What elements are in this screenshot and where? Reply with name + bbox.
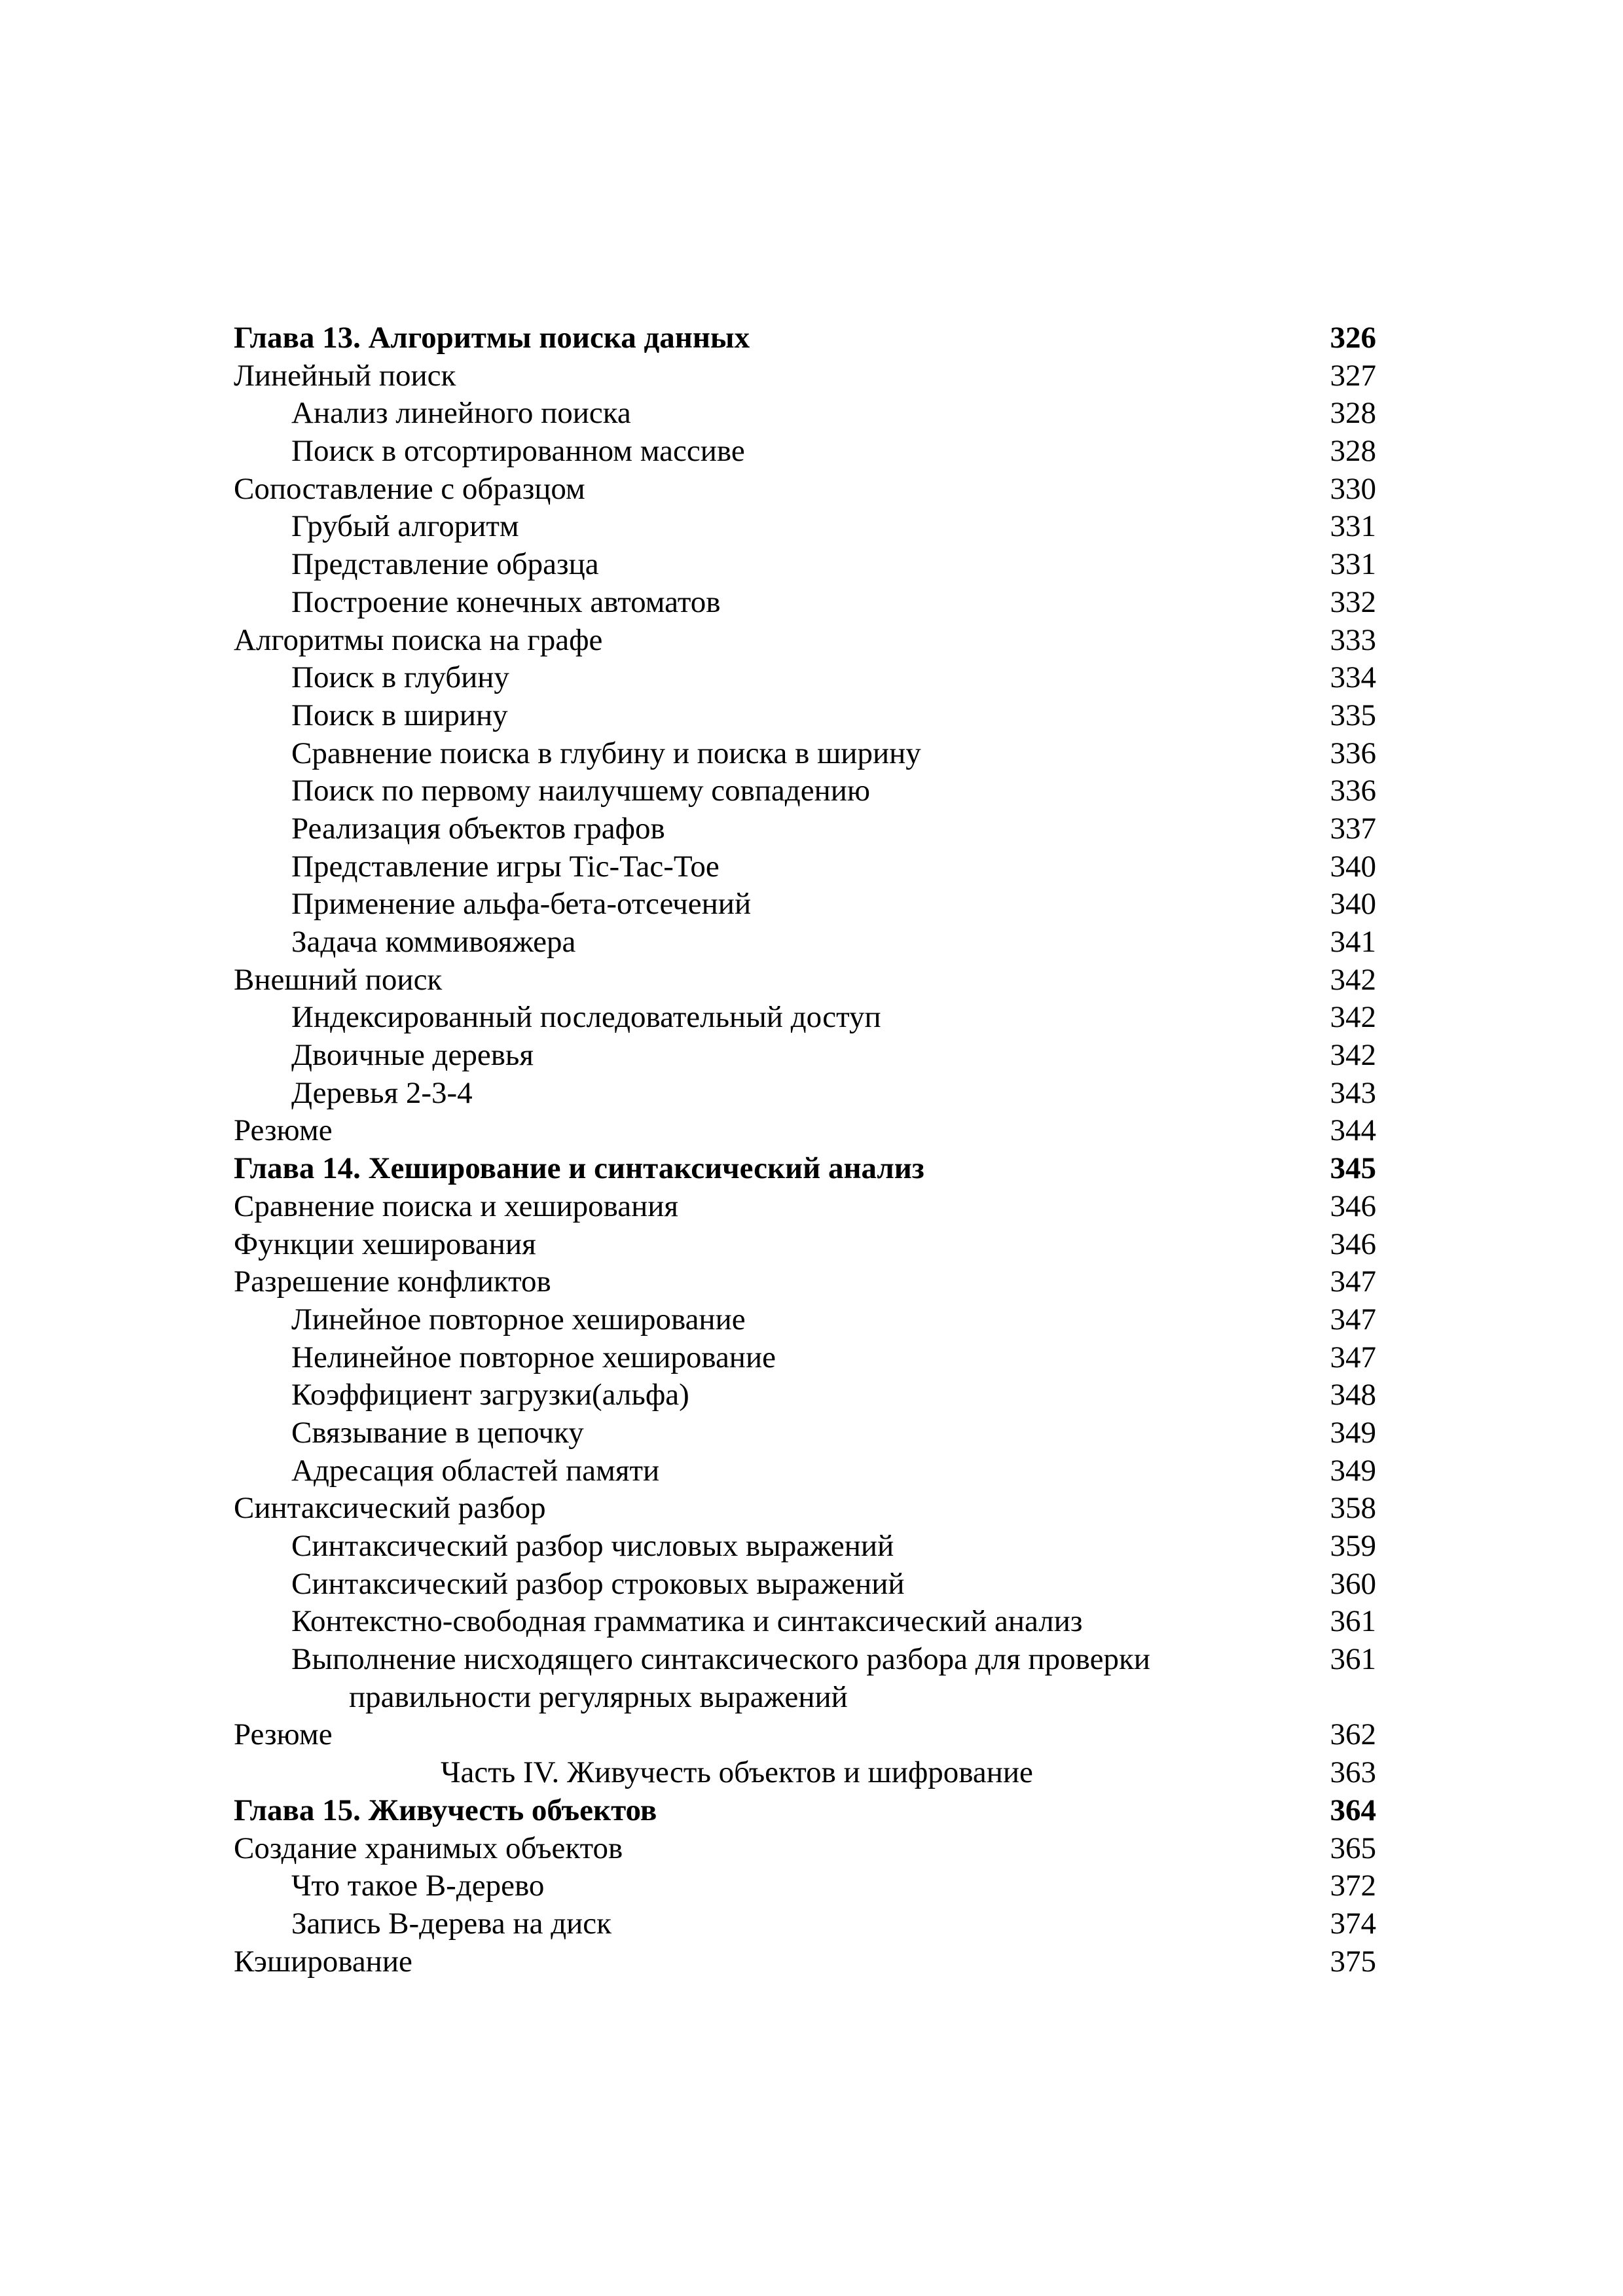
toc-entry-title [291, 1528, 1286, 1566]
toc-entry-page-number: 330 [1330, 471, 1376, 506]
toc-entry[interactable] [234, 508, 1376, 546]
toc-entry-title [234, 1263, 1229, 1301]
toc-entry-title [291, 1867, 1286, 1905]
toc-entry-page-number: 375 [1330, 1944, 1376, 1979]
toc-entry-page-number: 347 [1330, 1302, 1376, 1336]
toc-entry-page-number: 374 [1330, 1906, 1376, 1941]
toc-entry-title-text: Глава 15. Живучесть объектов [234, 1793, 657, 1827]
toc-entry-page-number: 328 [1330, 396, 1376, 431]
toc-entry-title-text: Резюме [234, 1717, 333, 1752]
toc-entry-page-number: 359 [1330, 1529, 1376, 1563]
toc-entry-page-number: 360 [1330, 1566, 1376, 1601]
toc-entry-title [234, 1226, 1229, 1264]
toc-entry-title-text: Глава 14. Хеширование и синтаксический анализ [234, 1151, 924, 1186]
toc-entry[interactable] [234, 1376, 1376, 1414]
toc-entry-page-number: 334 [1330, 660, 1376, 695]
toc-entry-title [291, 433, 1286, 471]
toc-entry-page-number: 331 [1330, 547, 1376, 582]
toc-entry[interactable] [234, 1490, 1376, 1528]
toc-entry-title-text: Запись B-дерева на диск [291, 1906, 611, 1941]
toc-entry-title [291, 584, 1286, 622]
toc-entry-page-number: 327 [1330, 358, 1376, 393]
toc-entry[interactable] [234, 1452, 1376, 1490]
toc-entry-title-text: Связывание в цепочку [291, 1415, 584, 1450]
toc-entry[interactable] [234, 1339, 1376, 1377]
toc-entry-title-text: Коэффициент загрузки(альфа) [291, 1378, 689, 1412]
toc-entry-title [291, 395, 1286, 433]
toc-entry-title [291, 1641, 1234, 1716]
toc-entry-title-text: Создание хранимых объектов [234, 1831, 623, 1865]
toc-entry-page-number: 365 [1330, 1831, 1376, 1865]
toc-entry-title-text: Поиск в ширину [291, 698, 508, 732]
toc-entry[interactable] [234, 999, 1376, 1037]
toc-entry-title-text: Резюме [234, 1113, 333, 1148]
toc-entry[interactable] [234, 848, 1376, 886]
toc-entry-title-text: Адресация областей памяти [291, 1453, 660, 1488]
toc-entry-page-number: 361 [1330, 1642, 1376, 1677]
toc-entry[interactable] [234, 1716, 1376, 1754]
toc-entry-title [234, 961, 1229, 999]
toc-entry-page-number: 340 [1330, 849, 1376, 884]
toc-entry-page-number: 331 [1330, 509, 1376, 544]
toc-entry[interactable] [234, 1188, 1376, 1226]
toc-entry-title-text: Деревья 2-3-4 [291, 1075, 473, 1110]
toc-entry-title [291, 1452, 1286, 1490]
toc-entry[interactable] [234, 1075, 1376, 1113]
toc-entry-title-text: Построение конечных автоматов [291, 584, 721, 619]
toc-entry-title [234, 1490, 1229, 1528]
toc-entry-title-text: Анализ линейного поиска [291, 396, 631, 431]
toc-entry-page-number: 341 [1330, 925, 1376, 959]
toc-entry-title-text: Поиск в отсортированном массиве [291, 434, 745, 469]
toc-entry-title [291, 1301, 1286, 1339]
toc-entry-title-text: Грубый алгоритм [291, 509, 519, 544]
toc-entry-title-text: Что такое B-дерево [291, 1869, 545, 1903]
toc-entry-title-text: Функции хеширования [234, 1227, 536, 1261]
toc-entry[interactable] [234, 886, 1376, 924]
toc-entry-title-text: Синтаксический разбор [234, 1491, 546, 1526]
toc-entry-title-text: Сопоставление с образцом [234, 471, 585, 506]
toc-entry-title-text: Линейное повторное хеширование [291, 1302, 746, 1336]
toc-entry-title-text: Индексированный последовательный доступ [291, 1000, 881, 1035]
toc-entry-title [234, 1150, 1229, 1188]
toc-entry[interactable] [234, 357, 1376, 395]
toc-entry-title-text: Применение альфа-бета-отсечений [291, 887, 752, 922]
toc-entry-title-text: Сравнение поиска и хеширования [234, 1189, 679, 1223]
toc-entry[interactable] [234, 1112, 1376, 1150]
toc-entry-title [234, 471, 1229, 509]
toc-entry-page-number: 349 [1330, 1453, 1376, 1488]
toc-entry-page-number: 358 [1330, 1491, 1376, 1526]
toc-entry-page-number: 345 [1330, 1151, 1376, 1186]
toc-entry[interactable] [234, 1943, 1376, 1981]
toc-entry-page-number: 346 [1330, 1227, 1376, 1261]
toc-part-entry[interactable] [234, 1754, 1376, 1792]
toc-entry-title-text: Алгоритмы поиска на графе [234, 622, 603, 657]
toc-entry-title-text: Представление игры Tic-Tac-Toe [291, 849, 720, 884]
toc-entry-title-text: Двоичные деревья [291, 1038, 534, 1073]
toc-entry-title-text: Выполнение нисходящего синтаксического разбора для проверки [291, 1642, 1150, 1677]
toc-entry[interactable] [234, 924, 1376, 961]
toc-entry-title-text: Синтаксический разбор строковых выражений [291, 1566, 905, 1601]
toc-entry-page-number: 344 [1330, 1113, 1376, 1148]
toc-entry-title [234, 357, 1229, 395]
toc-entry-title-text: Глава 13. Алгоритмы поиска данных [234, 321, 750, 355]
toc-entry-title [291, 508, 1286, 546]
toc-entry[interactable] [234, 433, 1376, 471]
toc-entry-title [291, 1603, 1286, 1641]
toc-entry-page-number: 342 [1330, 1038, 1376, 1073]
toc-entry-page-number: 342 [1330, 962, 1376, 997]
toc-entry-title [291, 810, 1286, 848]
toc-entry-title-text: Часть IV. Живучесть объектов и шифрование [441, 1755, 1033, 1790]
toc-entry[interactable] [234, 772, 1376, 810]
toc-entry-title-text: Реализация объектов графов [291, 811, 665, 846]
toc-entry[interactable] [234, 1301, 1376, 1339]
toc-entry-title [291, 848, 1286, 886]
table-of-contents [234, 319, 1376, 1981]
toc-entry-title-text: Нелинейное повторное хеширование [291, 1340, 776, 1374]
toc-entry-title [234, 1830, 1229, 1868]
toc-entry[interactable] [234, 1226, 1376, 1264]
toc-entry-page-number: 349 [1330, 1415, 1376, 1450]
toc-entry[interactable] [234, 1830, 1376, 1868]
toc-entry-page-number: 333 [1330, 622, 1376, 657]
toc-entry-title [234, 1112, 1229, 1150]
toc-entry-page-number: 347 [1330, 1340, 1376, 1374]
toc-entry[interactable] [234, 1867, 1376, 1905]
toc-entry-page-number: 335 [1330, 698, 1376, 732]
toc-entry-title [291, 1339, 1286, 1377]
toc-entry-title [234, 622, 1229, 660]
toc-entry-title-text: Задача коммивояжера [291, 925, 576, 959]
toc-entry-title-text: Кэширование [234, 1944, 412, 1979]
toc-entry-title [291, 1376, 1286, 1414]
toc-entry-title-text: Линейный поиск [234, 358, 456, 393]
toc-entry-title-text: Сравнение поиска в глубину и поиска в ширину [291, 736, 921, 770]
toc-entry-title [291, 1414, 1286, 1452]
toc-entry[interactable] [234, 622, 1376, 660]
toc-entry-page-number: 332 [1330, 584, 1376, 619]
toc-entry[interactable] [234, 659, 1376, 697]
toc-entry-title [291, 1037, 1286, 1075]
toc-entry-title [291, 1905, 1286, 1943]
toc-entry-title [291, 924, 1286, 961]
toc-entry-title [441, 1754, 1436, 1792]
toc-entry-page-number: 340 [1330, 887, 1376, 922]
toc-entry-title-text: Контекстно-свободная грамматика и синтаксический анализ [291, 1604, 1083, 1639]
toc-entry[interactable] [234, 735, 1376, 773]
toc-entry[interactable] [234, 1528, 1376, 1566]
toc-entry-title-text: Поиск по первому наилучшему совпадению [291, 774, 870, 808]
toc-entry-page-number: 347 [1330, 1265, 1376, 1299]
toc-entry-title [291, 772, 1286, 810]
toc-entry-page-number: 326 [1330, 321, 1376, 355]
toc-entry-page-number: 362 [1330, 1717, 1376, 1752]
toc-entry-page-number: 372 [1330, 1869, 1376, 1903]
toc-chapter-entry[interactable] [234, 1792, 1376, 1830]
toc-entry[interactable] [234, 1263, 1376, 1301]
toc-entry-title [291, 1566, 1286, 1604]
toc-entry-title [291, 659, 1286, 697]
toc-entry-title [291, 735, 1286, 773]
toc-entry-title [291, 546, 1286, 584]
toc-entry-page-number: 348 [1330, 1378, 1376, 1412]
toc-entry-title [234, 1188, 1229, 1226]
toc-entry[interactable] [234, 546, 1376, 584]
toc-chapter-entry[interactable] [234, 319, 1376, 357]
toc-entry[interactable] [234, 584, 1376, 622]
toc-entry-page-number: 364 [1330, 1793, 1376, 1827]
toc-entry[interactable] [234, 1603, 1376, 1641]
toc-entry-title [291, 1075, 1286, 1113]
toc-entry[interactable] [234, 697, 1376, 735]
toc-entry[interactable] [234, 1566, 1376, 1604]
toc-chapter-entry[interactable] [234, 1150, 1376, 1188]
toc-entry-title [291, 886, 1286, 924]
toc-entry-title [234, 1792, 1229, 1830]
toc-entry-title-text: Внешний поиск [234, 962, 443, 997]
toc-entry[interactable] [234, 471, 1376, 509]
toc-entry-page-number: 361 [1330, 1604, 1376, 1639]
toc-entry-title [234, 1716, 1229, 1754]
toc-entry-title [291, 999, 1286, 1037]
toc-entry-title [291, 697, 1286, 735]
toc-entry-page-number: 337 [1330, 811, 1376, 846]
toc-entry[interactable] [234, 810, 1376, 848]
toc-entry-page-number: 342 [1330, 1000, 1376, 1035]
toc-entry-title-text: Разрешение конфликтов [234, 1265, 551, 1299]
toc-entry[interactable] [234, 1905, 1376, 1943]
toc-entry[interactable] [234, 1414, 1376, 1452]
toc-entry[interactable] [234, 961, 1376, 999]
toc-entry[interactable] [234, 1641, 1376, 1716]
toc-entry-page-number: 336 [1330, 774, 1376, 808]
toc-entry-page-number: 363 [1330, 1755, 1376, 1790]
toc-entry-page-number: 328 [1330, 434, 1376, 469]
toc-entry-title-text: Представление образца [291, 547, 599, 582]
toc-entry-title [234, 1943, 1229, 1981]
toc-entry-title-text: Синтаксический разбор числовых выражений [291, 1529, 894, 1563]
toc-entry[interactable] [234, 395, 1376, 433]
toc-entry-page-number: 343 [1330, 1075, 1376, 1110]
toc-entry-page-number: 336 [1330, 736, 1376, 770]
toc-entry-title-text: Поиск в глубину [291, 660, 509, 695]
toc-entry-title [234, 319, 1229, 357]
toc-entry-page-number: 346 [1330, 1189, 1376, 1223]
toc-entry[interactable] [234, 1037, 1376, 1075]
toc-entry-title-continuation: правильности регулярных выражений [349, 1679, 848, 1714]
